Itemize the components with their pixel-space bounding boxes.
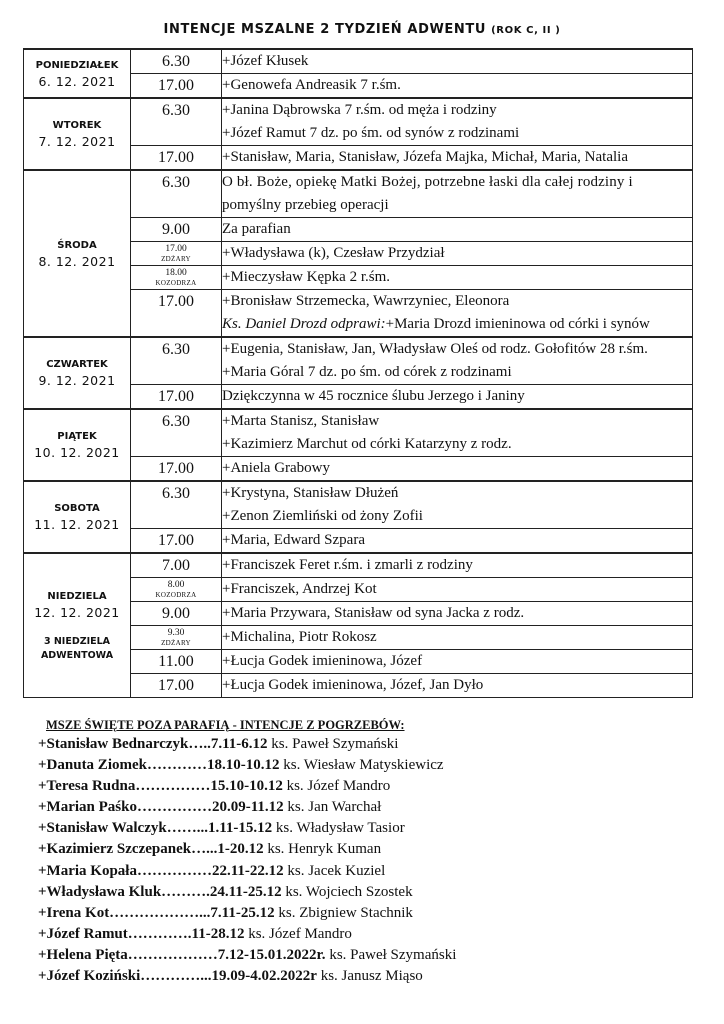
day-date: 11. 12. 2021 [34, 517, 120, 532]
intention-line: pomyślny przebieg operacji [222, 197, 389, 213]
funeral-name-dates: +Stanisław Walczyk……...1.11-15.12 [38, 820, 273, 837]
mass-time: 17.00 [158, 77, 194, 94]
intention-line: O bł. Boże, opiekę Matki Bożej, potrzebne łaski dla całej rodziny i [222, 174, 633, 190]
mass-time-cell [131, 650, 222, 674]
funeral-priest: ks. Władysław Tasior [272, 820, 405, 837]
schedule-row [24, 337, 693, 385]
mass-time-small [131, 580, 221, 600]
mass-place: ZDŻARY [161, 638, 191, 647]
intention-cell [222, 529, 693, 554]
day-cell [24, 337, 131, 409]
funeral-entry [38, 797, 678, 818]
mass-place: KOZODRZA [155, 590, 197, 599]
mass-time: 17.00 [158, 460, 194, 477]
intention-line [222, 313, 692, 336]
mass-time-cell [131, 578, 222, 602]
mass-time: 6.30 [162, 413, 190, 430]
intention-line: +Janina Dąbrowska 7 r.śm. od męża i rodziny [222, 102, 497, 118]
funeral-entry [38, 966, 678, 987]
funeral-heading: MSZE ŚWIĘTE POZA PARAFIĄ - INTENCJE Z POGRZEBÓW: [46, 718, 405, 732]
intention-cell [222, 553, 693, 578]
funeral-name-dates: +Teresa Rudna……………15.10-10.12 [38, 778, 283, 795]
mass-time-small [131, 268, 221, 288]
funeral-name-dates: +Helena Pięta………………7.12-15.01.2022r. [38, 946, 326, 963]
funeral-entry [38, 839, 678, 860]
funeral-name-dates: +Marian Paśko……………20.09-11.12 [38, 799, 284, 816]
intention-cell [222, 242, 693, 266]
funeral-priest: ks. Zbigniew Stachnik [274, 904, 413, 921]
funeral-priest: ks. Jacek Kuziel [283, 862, 386, 879]
funeral-entry [38, 903, 678, 924]
mass-time: 6.30 [162, 53, 190, 70]
intention-cell [222, 481, 693, 529]
funeral-priest: ks. Jan Warchał [283, 799, 382, 816]
funeral-entry [38, 882, 678, 903]
day-note [24, 635, 130, 663]
intention-cell [222, 49, 693, 74]
day-date: 7. 12. 2021 [38, 134, 116, 149]
funeral-priest: ks. Paweł Szymański [325, 946, 457, 963]
title-main: INTENCJE MSZALNE 2 TYDZIEŃ ADWENTU [163, 22, 486, 37]
mass-time-cell [131, 481, 222, 529]
mass-time-cell [131, 74, 222, 99]
mass-time: 18.00 [165, 267, 187, 278]
intention-line: +Mieczysław Kępka 2 r.śm. [222, 269, 391, 285]
mass-place: KOZODRZA [155, 278, 197, 287]
mass-time-cell [131, 529, 222, 554]
mass-schedule-table [23, 48, 693, 698]
intention-cell [222, 626, 693, 650]
intention-cell [222, 650, 693, 674]
funeral-entry [38, 734, 678, 755]
intention-cell [222, 674, 693, 698]
schedule-row [24, 170, 693, 218]
intention-cell [222, 457, 693, 482]
mass-time-cell [131, 337, 222, 385]
day-date: 10. 12. 2021 [34, 445, 120, 460]
intention-cell [222, 146, 693, 171]
intention-cell [222, 266, 693, 290]
mass-time: 9.30 [167, 627, 185, 638]
mass-time-cell [131, 49, 222, 74]
mass-time: 17.00 [158, 532, 194, 549]
day-name: WTOREK [52, 120, 102, 131]
day-name: CZWARTEK [46, 359, 108, 370]
mass-time: 6.30 [162, 341, 190, 358]
mass-time-cell [131, 602, 222, 626]
intention-line: +Łucja Godek imieninowa, Józef, Jan Dyło [222, 677, 484, 693]
day-cell [24, 170, 131, 337]
day-date: 9. 12. 2021 [38, 373, 116, 388]
mass-time: 6.30 [162, 102, 190, 119]
schedule-row [24, 553, 693, 578]
intention-cell [222, 218, 693, 242]
funeral-name-dates: +Władysława Kluk……….24.11-25.12 [38, 883, 282, 900]
mass-time: 9.00 [162, 221, 190, 238]
day-cell [24, 553, 131, 698]
funeral-intentions [38, 718, 678, 987]
intention-line: +Józef Kłusek [222, 53, 309, 69]
funeral-priest: ks. Paweł Szymański [267, 736, 399, 752]
day-cell [24, 49, 131, 98]
funeral-priest: ks. Wojciech Szostek [281, 883, 413, 900]
mass-time: 17.00 [165, 243, 187, 254]
mass-time: 17.00 [158, 149, 194, 166]
intention-line: +Kazimierz Marchut od córki Katarzyny z rodz. [222, 436, 512, 452]
funeral-priest: ks. Józef Mandro [282, 778, 391, 795]
day-name: NIEDZIELA [47, 590, 107, 602]
mass-time: 7.00 [162, 557, 190, 574]
funeral-priest: ks. Henryk Kuman [263, 841, 382, 858]
mass-time-cell [131, 409, 222, 457]
day-note-line: ADWENTOWA [40, 649, 114, 661]
day-name: PONIEDZIAŁEK [35, 59, 119, 71]
funeral-name-dates: +Józef Koziński…………...19.09-4.02.2022r [38, 968, 317, 985]
mass-time: 17.00 [158, 388, 194, 405]
day-cell [24, 481, 131, 553]
funeral-name-dates: +Irena Kot………………...7.11-25.12 [38, 904, 275, 921]
mass-time-cell [131, 626, 222, 650]
schedule-row [24, 98, 693, 146]
day-date: 8. 12. 2021 [38, 253, 116, 269]
intention-cell [222, 170, 693, 218]
intention-line: +Franciszek, Andrzej Kot [222, 581, 377, 597]
intention-line: +Marta Stanisz, Stanisław [222, 413, 380, 429]
mass-time-small [131, 244, 221, 264]
funeral-name-dates: +Józef Ramut………….11-28.12 [38, 925, 245, 942]
intention-line: Dziękczynna w 45 rocznice ślubu Jerzego i Janiny [222, 388, 525, 404]
intention-line: +Maria Góral 7 dz. po śm. od córek z rodzinami [222, 364, 512, 380]
funeral-entry [38, 924, 678, 945]
mass-time-cell [131, 242, 222, 266]
intention-cell [222, 337, 693, 385]
mass-time: 8.00 [167, 579, 185, 590]
day-cell [24, 98, 131, 170]
intention-cell [222, 385, 693, 410]
funeral-entry [38, 818, 678, 839]
mass-time-cell [131, 146, 222, 171]
intention-cell [222, 74, 693, 99]
mass-time-cell [131, 290, 222, 338]
mass-time: 11.00 [158, 653, 194, 670]
intention-line: +Zenon Ziemliński od żony Zofii [222, 508, 423, 524]
funeral-entry [38, 945, 678, 966]
mass-time-cell [131, 674, 222, 698]
mass-time: 6.30 [162, 485, 190, 502]
mass-time-cell [131, 266, 222, 290]
intention-text: +Maria Drozd imieninowa od córki i synów [385, 316, 650, 332]
funeral-name-dates: +Stanisław Bednarczyk…..7.11-6.12 [38, 736, 268, 752]
title-suffix: (ROK C, II ) [491, 25, 561, 36]
intention-cell [222, 602, 693, 626]
mass-time-cell [131, 170, 222, 218]
mass-time-cell [131, 385, 222, 410]
mass-time: 9.00 [162, 605, 190, 622]
funeral-priest: ks. Wiesław Matyskiewicz [279, 757, 444, 774]
day-name: SOBOTA [54, 503, 100, 514]
day-date: 12. 12. 2021 [34, 604, 120, 620]
intention-line: +Krystyna, Stanisław Dłużeń [222, 485, 399, 501]
funeral-name-dates: +Kazimierz Szczepanek…...1-20.12 [38, 841, 264, 858]
day-cell [24, 409, 131, 481]
funeral-priest: ks. Janusz Miąso [316, 968, 423, 985]
funeral-list [38, 734, 678, 987]
day-name: ŚRODA [57, 239, 97, 251]
day-name: PIĄTEK [57, 431, 97, 442]
day-note-line: 3 NIEDZIELA [43, 635, 111, 647]
intention-cell [222, 98, 693, 146]
page-title [0, 22, 724, 37]
intention-line: +Aniela Grabowy [222, 460, 331, 476]
funeral-entry [38, 861, 678, 882]
mass-time-cell [131, 457, 222, 482]
funeral-priest: ks. Józef Mandro [244, 925, 352, 942]
schedule-row [24, 409, 693, 457]
mass-time-cell [131, 218, 222, 242]
schedule-row [24, 481, 693, 529]
intention-cell [222, 290, 693, 338]
mass-time: 17.00 [158, 293, 194, 310]
intention-line: +Maria Przywara, Stanisław od syna Jacka z rodz. [222, 605, 525, 621]
intention-line: +Michalina, Piotr Rokosz [222, 629, 377, 645]
intention-line: +Eugenia, Stanisław, Jan, Władysław Oleś od rodz. Gołofitów 28 r.śm. [222, 341, 648, 357]
intention-cell [222, 409, 693, 457]
intention-line: +Władysława (k), Czesław Przydział [222, 245, 445, 261]
mass-time: 17.00 [158, 677, 194, 694]
funeral-name-dates: +Maria Kopała……………22.11-22.12 [38, 862, 284, 879]
celebrant-note: Ks. Daniel Drozd odprawi: [222, 316, 386, 332]
schedule-row [24, 49, 693, 74]
mass-time-small [131, 628, 221, 648]
intention-line: +Franciszek Feret r.śm. i zmarli z rodziny [222, 557, 473, 573]
intention-line: +Bronisław Strzemecka, Wawrzyniec, Eleonora [222, 293, 510, 309]
mass-time-cell [131, 98, 222, 146]
intention-line: +Genowefa Andreasik 7 r.śm. [222, 77, 401, 93]
mass-time: 6.30 [162, 174, 190, 191]
funeral-entry [38, 755, 678, 776]
funeral-name-dates: +Danuta Ziomek…………18.10-10.12 [38, 757, 280, 774]
intention-line: +Maria, Edward Szpara [222, 532, 365, 548]
intention-line: +Stanisław, Maria, Stanisław, Józefa Majka, Michał, Maria, Natalia [222, 149, 628, 165]
intention-line: Za parafian [222, 221, 291, 237]
intention-line: +Józef Ramut 7 dz. po śm. od synów z rodzinami [222, 125, 520, 141]
intention-line: +Łucja Godek imieninowa, Józef [222, 653, 423, 669]
funeral-entry [38, 776, 678, 797]
mass-time-cell [131, 553, 222, 578]
day-date: 6. 12. 2021 [38, 73, 116, 89]
intention-cell [222, 578, 693, 602]
mass-place: ZDŻARY [161, 254, 191, 263]
